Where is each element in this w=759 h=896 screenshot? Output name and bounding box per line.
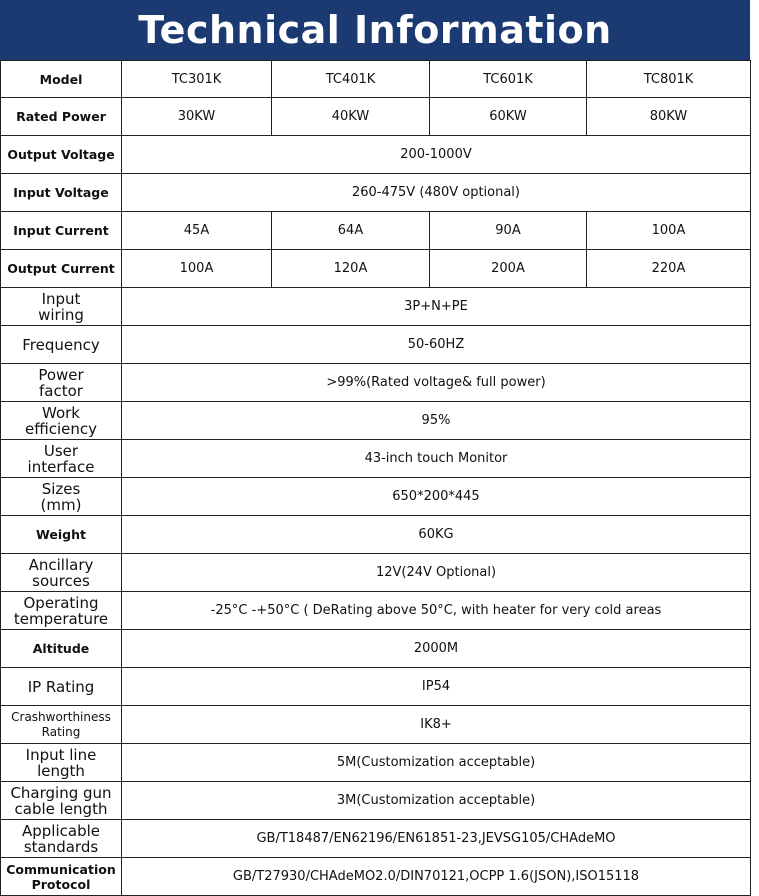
row-input-current bbox=[1, 212, 751, 250]
value-input-wiring: 3P+N+PE bbox=[122, 288, 751, 326]
value-input-current-1: 45A bbox=[122, 212, 272, 250]
label-sizes bbox=[1, 478, 122, 516]
value-altitude: 2000M bbox=[122, 630, 751, 668]
value-output-current-4: 220A bbox=[587, 250, 751, 288]
label-input-line-length-line1: Input line bbox=[25, 745, 97, 764]
label-rated-power: Rated Power bbox=[1, 98, 122, 136]
label-model: Model bbox=[1, 61, 122, 98]
value-weight: 60KG bbox=[122, 516, 751, 554]
row-output-current bbox=[1, 250, 751, 288]
label-input-current: Input Current bbox=[1, 212, 122, 250]
label-altitude: Altitude bbox=[1, 630, 122, 668]
label-sizes-line1: Sizes bbox=[41, 479, 81, 498]
row-power-factor bbox=[1, 364, 751, 402]
spec-table bbox=[0, 60, 751, 896]
label-work-efficiency-line1: Work bbox=[42, 403, 80, 422]
label-applicable-standards bbox=[1, 820, 122, 858]
value-input-current-4: 100A bbox=[587, 212, 751, 250]
value-applicable-standards: GB/T18487/EN62196/EN61851-23,JEVSG105/CHAdeMO bbox=[122, 820, 751, 858]
value-operating-temperature: -25°C -+50°C ( DeRating above 50°C, with heater for very cold areas bbox=[122, 592, 751, 630]
value-crashworthiness-rating: IK8+ bbox=[122, 706, 751, 744]
label-input-wiring-line2: wiring bbox=[38, 305, 84, 324]
label-charging-gun-line1: Charging gun bbox=[10, 783, 112, 802]
value-rated-power-4: 80KW bbox=[587, 98, 751, 136]
label-applicable-standards-line2: standards bbox=[23, 837, 99, 856]
label-output-voltage: Output Voltage bbox=[1, 136, 122, 174]
label-input-line-length bbox=[1, 744, 122, 782]
row-input-voltage bbox=[1, 174, 751, 212]
label-communication-protocol-line1: Communication bbox=[6, 861, 116, 877]
value-input-current-3: 90A bbox=[430, 212, 587, 250]
row-input-line-length bbox=[1, 744, 751, 782]
label-crashworthiness-rating bbox=[1, 706, 122, 744]
row-input-wiring bbox=[1, 288, 751, 326]
value-model-2: TC401K bbox=[272, 61, 430, 98]
label-applicable-standards-line1: Applicable bbox=[22, 821, 100, 840]
value-power-factor: >99%(Rated voltage& full power) bbox=[122, 364, 751, 402]
value-work-efficiency: 95% bbox=[122, 402, 751, 440]
title-banner bbox=[0, 0, 750, 60]
value-output-current-3: 200A bbox=[430, 250, 587, 288]
label-input-wiring-line1: Input bbox=[41, 289, 81, 308]
row-ancillary-sources bbox=[1, 554, 751, 592]
value-model-1: TC301K bbox=[122, 61, 272, 98]
row-model bbox=[1, 61, 751, 98]
label-output-current: Output Current bbox=[1, 250, 122, 288]
value-rated-power-2: 40KW bbox=[272, 98, 430, 136]
label-crashworthiness-line2: Rating bbox=[41, 724, 81, 739]
row-weight bbox=[1, 516, 751, 554]
label-communication-protocol-line2: Protocol bbox=[31, 876, 91, 892]
row-frequency bbox=[1, 326, 751, 364]
value-rated-power-3: 60KW bbox=[430, 98, 587, 136]
value-input-voltage: 260-475V (480V optional) bbox=[122, 174, 751, 212]
row-applicable-standards bbox=[1, 820, 751, 858]
label-input-voltage: Input Voltage bbox=[1, 174, 122, 212]
label-operating-temperature-line1: Operating bbox=[23, 593, 99, 612]
value-sizes: 650*200*445 bbox=[122, 478, 751, 516]
label-crashworthiness-line1: Crashworthiness bbox=[11, 709, 111, 724]
row-charging-gun-cable-length bbox=[1, 782, 751, 820]
label-frequency: Frequency bbox=[1, 326, 122, 364]
label-user-interface-line1: User bbox=[43, 441, 79, 460]
value-charging-gun-cable-length: 3M(Customization acceptable) bbox=[122, 782, 751, 820]
label-power-factor-line2: factor bbox=[39, 381, 83, 400]
label-charging-gun-cable-length bbox=[1, 782, 122, 820]
label-communication-protocol bbox=[1, 858, 122, 896]
row-output-voltage bbox=[1, 136, 751, 174]
value-output-current-2: 120A bbox=[272, 250, 430, 288]
row-sizes bbox=[1, 478, 751, 516]
label-input-line-length-line2: length bbox=[37, 761, 85, 780]
label-charging-gun-line2: cable length bbox=[14, 799, 108, 818]
value-model-3: TC601K bbox=[430, 61, 587, 98]
value-input-line-length: 5M(Customization acceptable) bbox=[122, 744, 751, 782]
row-crashworthiness-rating bbox=[1, 706, 751, 744]
label-power-factor-line1: Power bbox=[38, 365, 84, 384]
value-output-voltage: 200-1000V bbox=[122, 136, 751, 174]
label-input-wiring bbox=[1, 288, 122, 326]
value-user-interface: 43-inch touch Monitor bbox=[122, 440, 751, 478]
label-power-factor bbox=[1, 364, 122, 402]
value-input-current-2: 64A bbox=[272, 212, 430, 250]
value-model-4: TC801K bbox=[587, 61, 751, 98]
value-ip-rating: IP54 bbox=[122, 668, 751, 706]
label-work-efficiency bbox=[1, 402, 122, 440]
label-work-efficiency-line2: efficiency bbox=[24, 419, 97, 438]
row-communication-protocol bbox=[1, 858, 751, 896]
label-sizes-line2: (mm) bbox=[40, 495, 82, 514]
label-ancillary-sources bbox=[1, 554, 122, 592]
value-frequency: 50-60HZ bbox=[122, 326, 751, 364]
label-operating-temperature bbox=[1, 592, 122, 630]
row-user-interface bbox=[1, 440, 751, 478]
label-weight: Weight bbox=[1, 516, 122, 554]
label-user-interface-line2: interface bbox=[27, 457, 95, 476]
row-ip-rating bbox=[1, 668, 751, 706]
label-ancillary-sources-line2: sources bbox=[32, 571, 90, 590]
label-user-interface bbox=[1, 440, 122, 478]
row-altitude bbox=[1, 630, 751, 668]
label-operating-temperature-line2: temperature bbox=[13, 609, 109, 628]
row-rated-power bbox=[1, 98, 751, 136]
page-title: Technical Information bbox=[138, 8, 612, 52]
row-operating-temperature bbox=[1, 592, 751, 630]
row-work-efficiency bbox=[1, 402, 751, 440]
value-rated-power-1: 30KW bbox=[122, 98, 272, 136]
label-ancillary-sources-line1: Ancillary bbox=[28, 555, 94, 574]
value-communication-protocol: GB/T27930/CHAdeMO2.0/DIN70121,OCPP 1.6(JSON),ISO15118 bbox=[122, 858, 751, 896]
label-ip-rating: IP Rating bbox=[1, 668, 122, 706]
value-output-current-1: 100A bbox=[122, 250, 272, 288]
value-ancillary-sources: 12V(24V Optional) bbox=[122, 554, 751, 592]
